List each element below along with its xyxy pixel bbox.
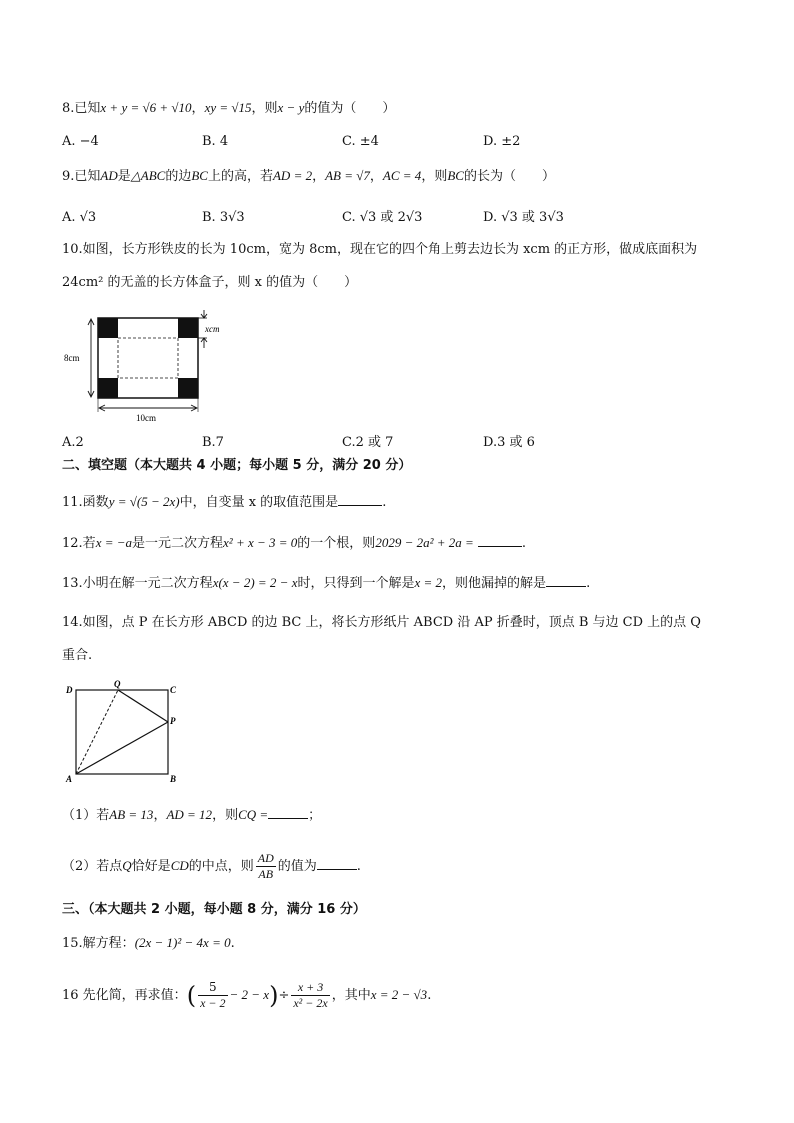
q10-option-c[interactable]: C.2 或 7: [342, 435, 394, 450]
label-C: C: [170, 685, 177, 695]
label-x: xcm: [205, 324, 220, 334]
corner-bottom-right: [178, 378, 198, 398]
label-Q: Q: [114, 680, 121, 689]
fold-lines: [118, 338, 178, 378]
q11-answer-blank[interactable]: [338, 491, 382, 506]
q10-option-a[interactable]: A.2: [62, 435, 84, 450]
q8-option-c[interactable]: C. ±4: [342, 134, 379, 149]
label-height: 8cm: [64, 353, 80, 363]
q9-option-b[interactable]: B. 3√3: [202, 210, 245, 225]
label-B: B: [170, 774, 177, 784]
section-3-heading: 三、（本大题共 2 小题，每小题 8 分，满分 16 分）: [62, 902, 366, 917]
q14-sub2: （2）若点Q恰好是CD的中点，则 $\frac{AD}{AB}$ 的值为 .: [62, 851, 361, 881]
q10-stem-line2: 24cm² 的无盖的长方体盒子，则 x 的值为（ ）: [62, 275, 358, 290]
corner-top-left: [98, 318, 118, 338]
q8-option-d[interactable]: D. ±2: [483, 134, 521, 149]
q12-answer-blank[interactable]: [478, 532, 522, 547]
q14-sub1-answer-blank[interactable]: [268, 804, 308, 819]
fold-line-ap: [76, 722, 168, 774]
q9-option-c[interactable]: C. √3 或 2√3: [342, 210, 423, 225]
label-D: D: [66, 685, 73, 695]
q15: 15.解方程：(2x − 1)² − 4x = 0.: [62, 935, 235, 951]
q16: 16 先化简，再求值：( $\frac{5}{x - 2}$ − 2 − x)÷ $\frac{x + 3}{\text{x² − 2x}}$ ，其中x = 2 − √3.: [62, 980, 432, 1010]
q10-figure: [62, 310, 227, 425]
q9-option-d[interactable]: D. √3 或 3√3: [483, 210, 564, 225]
q14-stem-line1: 14.如图，点 P 在长方形 ABCD 的边 BC 上，将长方形纸片 ABCD 沿 AP 折叠时，顶点 B 与边 CD 上的点 Q: [62, 615, 701, 630]
q10-stem-line1: 10.如图，长方形铁皮的长为 10cm，宽为 8cm，现在它的四个角上剪去边长为 xcm 的正方形，做成底面积为: [62, 242, 698, 257]
segment-aq: [76, 690, 118, 774]
fraction-x-plus-3-over-x2-minus-2x: $\frac{x + 3}{\text{x² − 2x}}$: [293, 980, 328, 1010]
q9-option-a[interactable]: A. √3: [62, 210, 97, 225]
q11: 11.函数y = √(5 − 2x)中，自变量 x 的取值范围是 .: [62, 491, 386, 513]
q14-figure: [62, 680, 187, 785]
q14-sub2-answer-blank[interactable]: [317, 855, 357, 870]
label-width: 10cm: [136, 413, 156, 423]
q8-stem: 8.已知x + y = √6 + √10，xy = √15，则x − y的值为（ ）: [62, 100, 396, 116]
corner-bottom-left: [98, 378, 118, 398]
q9-stem: 9.已知AD是△ABC的边BC上的高，若AD = 2，AB = √7，AC = 4，则BC的长为（ ）: [62, 168, 555, 184]
q8-option-b[interactable]: B. 4: [202, 134, 229, 149]
q13-answer-blank[interactable]: [546, 572, 586, 587]
fraction-5-over-x-minus-2: $\frac{5}{x - 2}$: [200, 980, 226, 1010]
corner-top-right: [178, 318, 198, 338]
label-A: A: [66, 774, 73, 784]
q13: 13.小明在解一元二次方程x(x − 2) = 2 − x时，只得到一个解是x = 2，则他漏掉的解是 .: [62, 572, 590, 594]
section-2-heading: 二、填空题（本大题共 4 小题；每小题 5 分，满分 20 分）: [62, 458, 412, 473]
q8-option-a[interactable]: A. −4: [62, 134, 99, 149]
fraction-ad-over-ab: $\frac{AD}{AB}$: [257, 851, 274, 881]
segment-qp: [118, 690, 168, 722]
q14-stem-line2: 重合.: [62, 648, 93, 663]
rectangle-abcd: [76, 690, 168, 774]
q12: 12.若x = −a是一元二次方程x² + x − 3 = 0的一个根，则2029 − 2a² + 2a = .: [62, 532, 526, 554]
q10-option-b[interactable]: B.7: [202, 435, 224, 450]
q10-option-d[interactable]: D.3 或 6: [483, 435, 535, 450]
label-P: P: [170, 716, 176, 726]
q14-sub1: （1）若AB = 13，AD = 12，则CQ = ；: [62, 804, 321, 826]
